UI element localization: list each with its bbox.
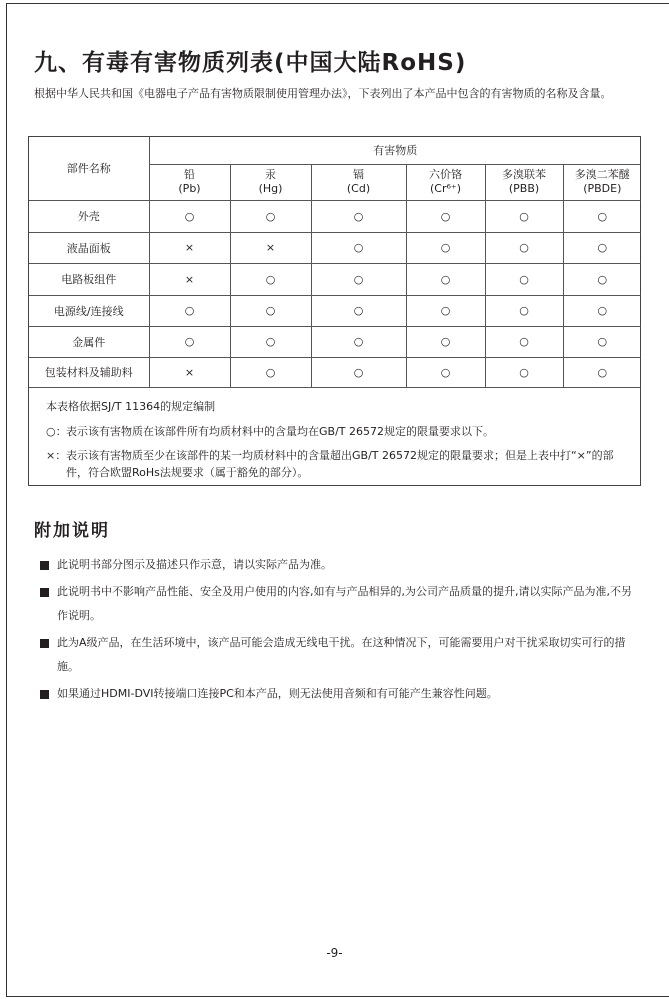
status-mark: ○ bbox=[406, 295, 485, 326]
page-border-bottom bbox=[6, 996, 669, 997]
substance-symbol: (Cd) bbox=[346, 182, 371, 195]
page-number: -9- bbox=[326, 946, 343, 960]
status-mark: ○ bbox=[149, 295, 230, 326]
status-mark: ○ bbox=[563, 263, 641, 295]
status-mark: ○ bbox=[563, 295, 641, 326]
status-mark: ○ bbox=[230, 326, 311, 357]
status-mark: × bbox=[149, 263, 230, 295]
table-row bbox=[29, 295, 641, 326]
part-name-cell: 外壳 bbox=[29, 200, 149, 232]
part-name-cell: 液晶面板 bbox=[29, 232, 149, 263]
substance-name: 汞 bbox=[265, 168, 276, 181]
substance-symbol: (PBB) bbox=[508, 182, 540, 195]
status-mark: ○ bbox=[485, 295, 563, 326]
status-mark: × bbox=[230, 232, 311, 263]
status-mark: ○ bbox=[406, 357, 485, 387]
status-mark: ○ bbox=[149, 326, 230, 357]
status-mark: ○ bbox=[230, 295, 311, 326]
part-name-cell: 包装材料及辅助料 bbox=[29, 357, 149, 387]
hazardous-substances-header: 有害物质 bbox=[149, 137, 641, 164]
circle-legend-text: 表示该有害物质在该部件所有均质材料中的含量均在GB/T 26572规定的限量要求以下。 bbox=[66, 425, 494, 438]
page-border-top bbox=[6, 3, 669, 4]
square-bullet-icon bbox=[40, 639, 49, 648]
status-mark: ○ bbox=[230, 357, 311, 387]
status-mark: ○ bbox=[311, 357, 406, 387]
status-mark: ○ bbox=[485, 200, 563, 232]
list-item-text: 如果通过HDMI-DVI转接端口连接PC和本产品，则无法使用音频和有可能产生兼容性问题。 bbox=[57, 687, 498, 700]
square-bullet-icon bbox=[40, 561, 49, 570]
status-mark: ○ bbox=[485, 326, 563, 357]
status-mark: ○ bbox=[406, 326, 485, 357]
table-basis-note: 本表格依据SJ/T 11364的规定编制 bbox=[46, 400, 216, 413]
status-mark: ○ bbox=[563, 232, 641, 263]
substance-header bbox=[563, 164, 641, 200]
additional-notes-list bbox=[40, 553, 640, 709]
square-bullet-icon bbox=[40, 588, 49, 597]
list-item bbox=[40, 553, 640, 577]
table-notes bbox=[46, 398, 626, 481]
substance-symbol: (Hg) bbox=[258, 182, 283, 195]
circle-legend bbox=[46, 423, 626, 440]
section-heading: 九、有毒有害物质列表(中国大陆RoHS) bbox=[34, 50, 467, 76]
table-row bbox=[29, 263, 641, 295]
substance-name: 镉 bbox=[353, 168, 364, 181]
list-item bbox=[40, 631, 640, 679]
status-mark: ○ bbox=[485, 263, 563, 295]
status-mark: ○ bbox=[311, 326, 406, 357]
substance-symbol: (PBDE) bbox=[583, 182, 622, 195]
additional-notes-title: 附加说明 bbox=[34, 521, 110, 541]
list-item bbox=[40, 682, 640, 706]
square-bullet-icon bbox=[40, 690, 49, 699]
cross-symbol: ×： bbox=[46, 449, 67, 462]
status-mark: ○ bbox=[563, 200, 641, 232]
status-mark: ○ bbox=[485, 232, 563, 263]
substance-header bbox=[149, 164, 230, 200]
list-item-text: 此说明书部分图示及描述只作示意，请以实际产品为准。 bbox=[57, 558, 332, 571]
status-mark: ○ bbox=[406, 263, 485, 295]
status-mark: ○ bbox=[230, 200, 311, 232]
status-mark: × bbox=[149, 357, 230, 387]
cross-legend bbox=[46, 447, 626, 481]
table-row bbox=[29, 357, 641, 387]
substance-name: 多溴联苯 bbox=[502, 168, 546, 181]
substance-header bbox=[230, 164, 311, 200]
status-mark: ○ bbox=[406, 232, 485, 263]
substance-name: 六价铬 bbox=[429, 168, 462, 181]
intro-paragraph: 根据中华人民共和国《电器电子产品有害物质限制使用管理办法》，下表列出了本产品中包含的有害物质的名称及含量。 bbox=[34, 87, 612, 100]
substance-name: 多溴二苯醚 bbox=[574, 168, 630, 181]
status-mark: ○ bbox=[485, 357, 563, 387]
substance-header bbox=[311, 164, 406, 200]
substance-header bbox=[406, 164, 485, 200]
status-mark: ○ bbox=[149, 200, 230, 232]
list-item bbox=[40, 580, 640, 628]
list-item-text: 此说明书中不影响产品性能、安全及用户使用的内容,如有与产品相异的,为公司产品质量的提升,请以实际产品为准,不另作说明。 bbox=[57, 585, 632, 622]
status-mark: ○ bbox=[563, 357, 641, 387]
list-item-text: 此为A级产品，在生活环境中，该产品可能会造成无线电干扰。在这种情况下，可能需要用户对干扰采取切实可行的措施。 bbox=[57, 636, 626, 673]
substance-name: 铅 bbox=[184, 168, 195, 181]
status-mark: ○ bbox=[406, 200, 485, 232]
status-mark: ○ bbox=[311, 232, 406, 263]
substance-symbol: (Pb) bbox=[178, 182, 201, 195]
status-mark: ○ bbox=[311, 295, 406, 326]
table-row bbox=[29, 200, 641, 232]
status-mark: ○ bbox=[311, 200, 406, 232]
table-row bbox=[29, 232, 641, 263]
substance-symbol: (Cr⁶⁺) bbox=[429, 182, 461, 195]
status-mark: × bbox=[149, 232, 230, 263]
status-mark: ○ bbox=[230, 263, 311, 295]
rohs-table bbox=[29, 137, 641, 388]
part-name-cell: 电路板组件 bbox=[29, 263, 149, 295]
substance-header bbox=[485, 164, 563, 200]
part-name-cell: 电源线/连接线 bbox=[29, 295, 149, 326]
table-row bbox=[29, 326, 641, 357]
part-name-cell: 金属件 bbox=[29, 326, 149, 357]
part-name-header: 部件名称 bbox=[29, 137, 149, 200]
page-border-left bbox=[6, 3, 7, 997]
circle-symbol: ○： bbox=[46, 425, 67, 438]
status-mark: ○ bbox=[563, 326, 641, 357]
cross-legend-text: 表示该有害物质至少在该部件的某一均质材料中的含量超出GB/T 26572规定的限量要求；但是上表中打“×”的部件，符合欧盟RoHs法规要求（属于豁免的部分）。 bbox=[66, 449, 614, 479]
status-mark: ○ bbox=[311, 263, 406, 295]
